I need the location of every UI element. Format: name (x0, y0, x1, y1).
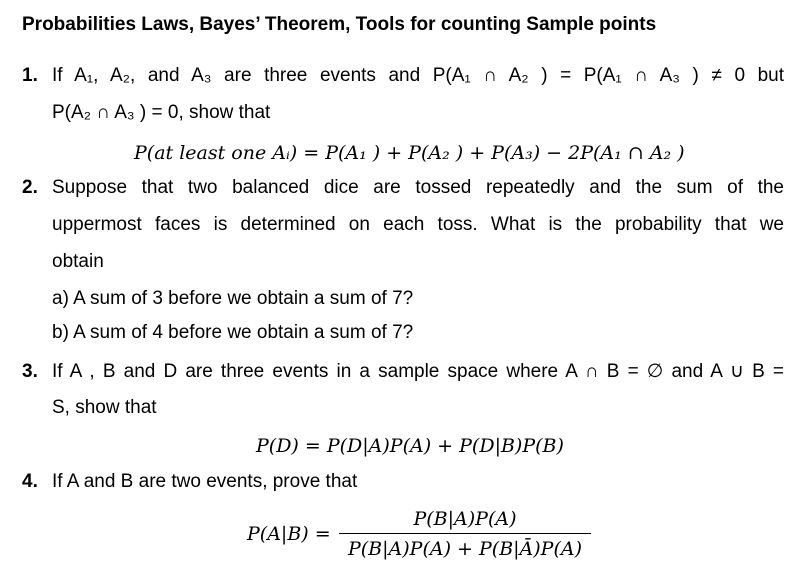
q3-line-1 (52, 360, 784, 384)
q1-line-1 (52, 64, 784, 88)
fraction-bar (339, 533, 591, 534)
q4-formula-denominator: P(B|A)P(A) + P(B|Ā)P(A) (347, 538, 583, 560)
q3-line-2: S, show that (52, 397, 157, 418)
q2-line-2 (52, 213, 784, 237)
q2-line-3: obtain (52, 251, 104, 272)
q1-number: 1. (22, 65, 38, 86)
q4-formula-lhs: P(A|B) = (247, 523, 331, 545)
q4-number: 4. (22, 471, 38, 492)
q2-part-b: b) A sum of 4 before we obtain a sum of 7? (52, 322, 414, 343)
q4-line-1: If A and B are two events, prove that (52, 471, 358, 492)
page-title: Probabilities Laws, Bayes’ Theorem, Tools for counting Sample points (22, 14, 657, 35)
q4-formula-numerator: P(B|A)P(A) (413, 508, 517, 530)
q3-number: 3. (22, 361, 38, 382)
q1-line-2: P(A₂ ∩ A₃ ) = 0, show that (52, 102, 271, 123)
q4-formula-fraction (339, 507, 591, 561)
q3-formula: P(D) = P(D|A)P(A) + P(D|B)P(B) (256, 435, 564, 457)
q2-part-a: a) A sum of 3 before we obtain a sum of 7? (52, 288, 414, 309)
q1-line-1-text: If A₁, A₂, and A₃ are three events and P(A₁ ∩ A₂ ) = P(A₁ ∩ A₃ ) ≠ 0 but (52, 65, 784, 86)
q1-formula: P(at least one Aᵢ) = P(A₁ ) + P(A₂ ) + P(A₃) − 2P(A₁ ∩ A₂ ) (134, 142, 685, 164)
q3-line-1-text: If A , B and D are three events in a sample space where A ∩ B = ∅ and A ∪ B = (52, 361, 784, 382)
q2-line-1 (52, 176, 784, 200)
q2-number: 2. (22, 177, 38, 198)
q2-line-1-text: Suppose that two balanced dice are tossed repeatedly and the sum of the (52, 177, 784, 198)
q2-line-2-text: uppermost faces is determined on each toss. What is the probability that we (52, 214, 784, 235)
